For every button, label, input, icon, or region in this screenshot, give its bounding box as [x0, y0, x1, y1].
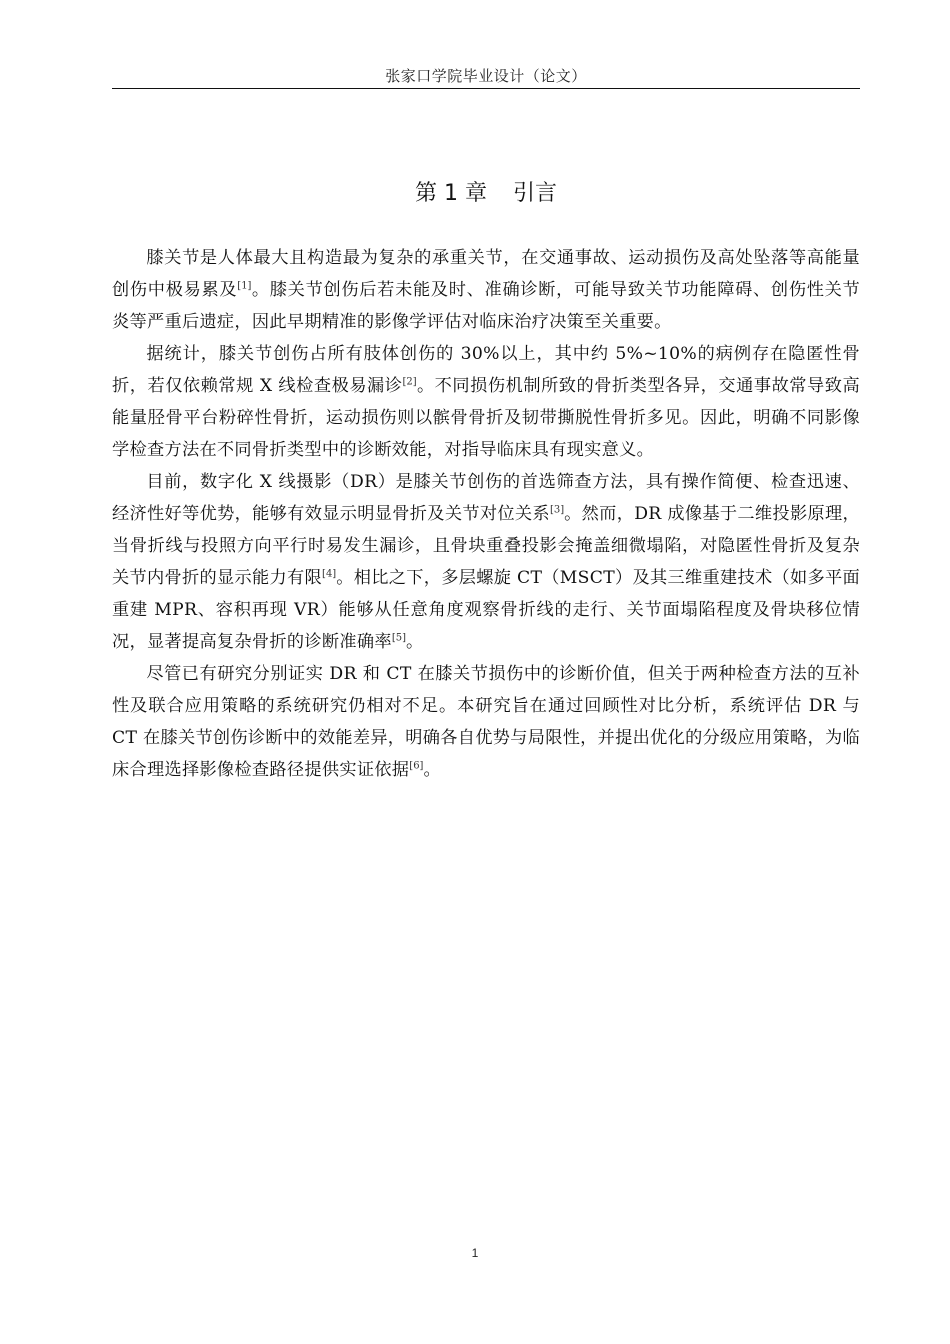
chapter-body: [112, 242, 860, 786]
paragraph-text: 。: [423, 760, 441, 780]
paragraph-text: 。相比之下，多层螺旋 CT（MSCT）及其三维重建技术（如多平面重建 MPR、容积再现 VR）能够从任意角度观察骨折线的走行、关节面塌陷程度及骨块移位情况，显著提高复杂骨折的诊断准确率: [112, 568, 861, 652]
page-number: 1: [471, 1246, 479, 1260]
paragraph-text: 尽管已有研究分别证实 DR 和 CT 在膝关节损伤中的诊断价值，但关于两种检查方法的互补性及联合应用策略的系统研究仍相对不足。本研究旨在通过回顾性对比分析，系统评估 DR 与 CT 在膝关节创伤诊断中的效能差异，明确各自优势与局限性，并提出优化的分级应用策略，为临床合理选择影像检查路径提供实证依据: [112, 664, 860, 780]
paragraph-text: 膝关节是人体最大且构造最为复杂的承重关节，在交通事故、运动损伤及高处坠落等高能量创伤中极易累及: [112, 248, 860, 300]
chapter-title: 引言: [512, 181, 557, 206]
paragraph-text: 。不同损伤机制所致的骨折类型各异，交通事故常导致高能量胫骨平台粉碎性骨折，运动损伤则以髌骨骨折及韧带撕脱性骨折多见。因此，明确不同影像学检查方法在不同骨折类型中的诊断效能，对指导临床具有现实意义。: [112, 376, 860, 460]
citation-marker: [3]: [549, 504, 565, 516]
paragraph-text: 目前，数字化 X 线摄影（DR）是膝关节创伤的首选筛查方法，具有操作简便、检查迅速、经济性好等优势，能够有效显示明显骨折及关节对位关系: [112, 472, 860, 524]
paragraph-text: 。然而，DR 成像基于二维投影原理，当骨折线与投照方向平行时易发生漏诊，且骨块重叠投影会掩盖细微塌陷，对隐匿性骨折及复杂关节内骨折的显示能力有限: [112, 504, 860, 588]
chapter-heading: [112, 175, 860, 213]
paragraph-1: [112, 242, 860, 338]
header-divider: [112, 88, 860, 89]
citation-marker: [6]: [409, 760, 424, 772]
citation-marker: [2]: [402, 376, 417, 388]
paragraph-text: 。膝关节创伤后若未能及时、准确诊断，可能导致关节功能障碍、创伤性关节炎等严重后遗症，因此早期精准的影像学评估对临床治疗决策至关重要。: [112, 280, 861, 332]
paragraph-text: 据统计，膝关节创伤占所有肢体创伤的 30%以上，其中约 5%~10%的病例存在隐匿性骨折，若仅依赖常规 X 线检查极易漏诊: [112, 344, 860, 396]
chapter-number: 第 1 章: [415, 181, 487, 206]
citation-marker: [1]: [237, 280, 252, 292]
citation-marker: [5]: [391, 632, 406, 644]
citation-marker: [4]: [322, 568, 337, 580]
page-header-title: 张家口学院毕业设计（论文）: [385, 67, 587, 85]
paragraph-4: [112, 658, 860, 786]
paragraph-2: [112, 338, 860, 466]
paragraph-text: 。: [405, 632, 424, 652]
paragraph-3: [112, 466, 860, 658]
